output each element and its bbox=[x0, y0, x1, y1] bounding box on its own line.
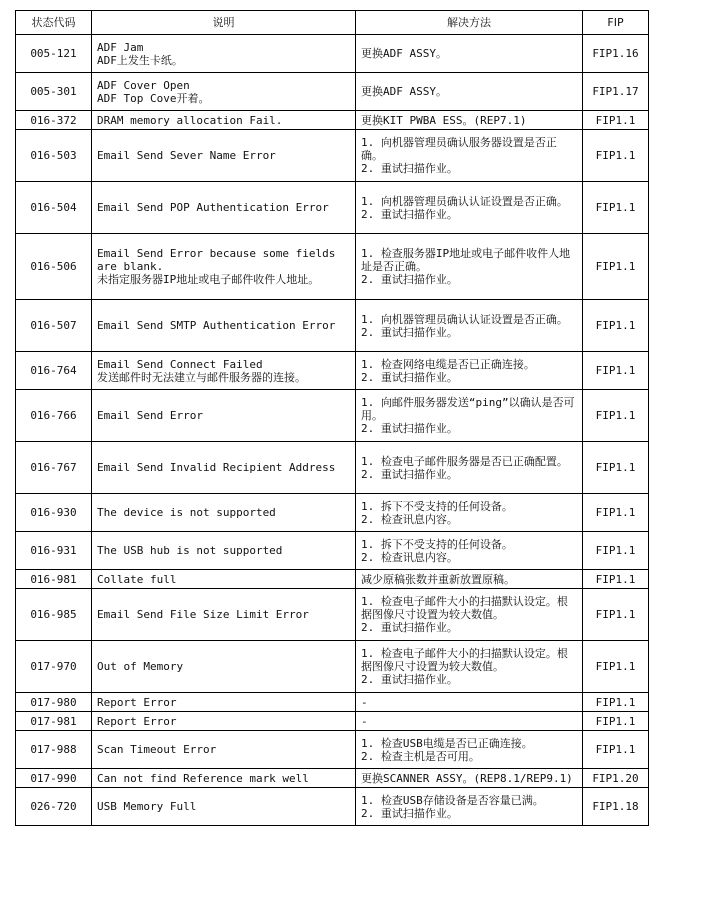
solution-line: 更换ADF ASSY。 bbox=[361, 85, 447, 98]
description-line: ADF Cover Open bbox=[97, 78, 190, 92]
status-code-cell: 017-980 bbox=[16, 693, 92, 712]
fip-cell: FIP1.1 bbox=[583, 390, 649, 442]
solution-cell bbox=[356, 532, 583, 570]
description-line: Email Send Connect Failed bbox=[97, 357, 263, 371]
solution-line: 1. 检查网络电缆是否已正确连接。 bbox=[361, 357, 535, 371]
solution-cell bbox=[356, 712, 583, 731]
table-row bbox=[16, 731, 649, 769]
solution-line: 2. 重试扫描作业。 bbox=[361, 273, 458, 286]
description-line: Scan Timeout Error bbox=[97, 743, 217, 756]
status-code-cell: 016-766 bbox=[16, 390, 92, 442]
description-cell bbox=[92, 532, 356, 570]
table-row bbox=[16, 300, 649, 352]
header-row bbox=[16, 11, 649, 35]
status-code-cell: 016-985 bbox=[16, 589, 92, 641]
fip-cell: FIP1.1 bbox=[583, 641, 649, 693]
solution-line: 减少原稿张数并重新放置原稿。 bbox=[361, 572, 515, 586]
fip-cell: FIP1.1 bbox=[583, 234, 649, 300]
solution-line: 1. 拆下不受支持的任何设备。 bbox=[361, 537, 513, 551]
fip-cell: FIP1.16 bbox=[583, 35, 649, 73]
solution-line: 2. 重试扫描作业。 bbox=[361, 325, 458, 339]
status-code-cell: 016-764 bbox=[16, 352, 92, 390]
solution-line: 2. 检查主机是否可用。 bbox=[361, 749, 480, 763]
solution-cell bbox=[356, 494, 583, 532]
solution-cell bbox=[356, 769, 583, 788]
table-row bbox=[16, 494, 649, 532]
description-cell bbox=[92, 712, 356, 731]
status-code-cell: 017-970 bbox=[16, 641, 92, 693]
fip-cell: FIP1.1 bbox=[583, 532, 649, 570]
description-line: The USB hub is not supported bbox=[97, 544, 283, 557]
description-cell bbox=[92, 442, 356, 494]
description-line: USB Memory Full bbox=[97, 800, 197, 813]
description-cell bbox=[92, 769, 356, 788]
status-code-cell: 026-720 bbox=[16, 788, 92, 826]
description-line: Email Send File Size Limit Error bbox=[97, 608, 309, 621]
status-code-cell: 016-931 bbox=[16, 532, 92, 570]
status-code-cell: 016-503 bbox=[16, 130, 92, 182]
description-cell bbox=[92, 130, 356, 182]
error-code-table bbox=[15, 10, 649, 826]
fip-cell: FIP1.1 bbox=[583, 111, 649, 130]
header-description: 说明 bbox=[92, 11, 356, 35]
fip-cell: FIP1.1 bbox=[583, 182, 649, 234]
description-line: ADF上发生卡纸。 bbox=[97, 53, 183, 67]
status-code-cell: 016-372 bbox=[16, 111, 92, 130]
solution-cell bbox=[356, 693, 583, 712]
fip-cell: FIP1.17 bbox=[583, 73, 649, 111]
solution-cell bbox=[356, 641, 583, 693]
solution-line: 更换SCANNER ASSY。(REP8.1/REP9.1) bbox=[361, 771, 573, 785]
description-line: Can not find Reference mark well bbox=[97, 771, 309, 785]
table-row bbox=[16, 788, 649, 826]
description-line: Report Error bbox=[97, 714, 177, 728]
solution-line: 1. 检查服务器IP地址或电子邮件收件人地址是否正确。 bbox=[361, 247, 571, 273]
fip-cell: FIP1.1 bbox=[583, 589, 649, 641]
status-code-cell: 016-981 bbox=[16, 570, 92, 589]
fip-cell: FIP1.1 bbox=[583, 731, 649, 769]
description-cell bbox=[92, 234, 356, 300]
fip-cell: FIP1.1 bbox=[583, 712, 649, 731]
header-fip: FIP bbox=[583, 11, 649, 35]
status-code-cell: 016-930 bbox=[16, 494, 92, 532]
fip-cell: FIP1.1 bbox=[583, 693, 649, 712]
solution-line: 2. 重试扫描作业。 bbox=[361, 207, 458, 221]
table-row bbox=[16, 352, 649, 390]
solution-cell bbox=[356, 182, 583, 234]
solution-line: 1. 检查电子邮件服务器是否已正确配置。 bbox=[361, 454, 568, 468]
solution-line: 1. 检查USB电缆是否已正确连接。 bbox=[361, 736, 533, 750]
solution-line: 2. 重试扫描作业。 bbox=[361, 162, 458, 175]
fip-cell: FIP1.1 bbox=[583, 300, 649, 352]
status-code-cell: 017-988 bbox=[16, 731, 92, 769]
description-line: Email Send Error because some fields are blank. bbox=[97, 247, 343, 273]
solution-line: 1. 向机器管理员确认认证设置是否正确。 bbox=[361, 312, 568, 326]
status-code-cell: 017-990 bbox=[16, 769, 92, 788]
description-cell bbox=[92, 111, 356, 130]
table-body bbox=[16, 35, 649, 826]
fip-cell: FIP1.1 bbox=[583, 442, 649, 494]
description-cell bbox=[92, 352, 356, 390]
solution-cell bbox=[356, 589, 583, 641]
status-code-cell: 016-507 bbox=[16, 300, 92, 352]
solution-line: 2. 检查讯息内容。 bbox=[361, 512, 458, 526]
description-line: ADF Top Cove开着。 bbox=[97, 91, 210, 105]
fip-cell: FIP1.18 bbox=[583, 788, 649, 826]
solution-cell bbox=[356, 390, 583, 442]
description-line: Email Send Sever Name Error bbox=[97, 149, 276, 162]
solution-line: 2. 重试扫描作业。 bbox=[361, 422, 458, 435]
solution-line: 2. 重试扫描作业。 bbox=[361, 806, 458, 820]
description-line: Email Send POP Authentication Error bbox=[97, 201, 329, 214]
description-cell bbox=[92, 641, 356, 693]
table-row bbox=[16, 73, 649, 111]
description-cell bbox=[92, 731, 356, 769]
table-row bbox=[16, 234, 649, 300]
fip-cell: FIP1.1 bbox=[583, 494, 649, 532]
table-row bbox=[16, 769, 649, 788]
description-line: The device is not supported bbox=[97, 506, 276, 519]
status-code-cell: 016-506 bbox=[16, 234, 92, 300]
table-header bbox=[16, 11, 649, 35]
solution-cell bbox=[356, 352, 583, 390]
solution-line: 2. 重试扫描作业。 bbox=[361, 370, 458, 384]
solution-line: 1. 检查电子邮件大小的扫描默认设定。根据图像尺寸设置为较大数值。 bbox=[361, 595, 568, 621]
solution-cell bbox=[356, 788, 583, 826]
solution-line: 2. 重试扫描作业。 bbox=[361, 467, 458, 481]
solution-cell bbox=[356, 73, 583, 111]
description-line: Email Send SMTP Authentication Error bbox=[97, 319, 336, 332]
solution-cell bbox=[356, 442, 583, 494]
description-line: Report Error bbox=[97, 695, 177, 709]
solution-line: 1. 向邮件服务器发送“ping”以确认是否可用。 bbox=[361, 396, 575, 422]
description-line: Collate full bbox=[97, 572, 177, 586]
solution-line: 1. 检查USB存储设备是否容量已满。 bbox=[361, 793, 544, 807]
description-cell bbox=[92, 300, 356, 352]
table-row bbox=[16, 35, 649, 73]
solution-line: 更换KIT PWBA ESS。(REP7.1) bbox=[361, 113, 527, 127]
solution-cell bbox=[356, 111, 583, 130]
solution-line: 1. 拆下不受支持的任何设备。 bbox=[361, 499, 513, 513]
solution-line: 1. 检查电子邮件大小的扫描默认设定。根据图像尺寸设置为较大数值。 bbox=[361, 647, 568, 673]
status-code-cell: 017-981 bbox=[16, 712, 92, 731]
description-cell bbox=[92, 570, 356, 589]
fip-cell: FIP1.1 bbox=[583, 570, 649, 589]
description-cell bbox=[92, 182, 356, 234]
table-row bbox=[16, 641, 649, 693]
solution-cell bbox=[356, 570, 583, 589]
description-cell bbox=[92, 390, 356, 442]
solution-line: 1. 向机器管理员确认认证设置是否正确。 bbox=[361, 194, 568, 208]
header-status-code: 状态代码 bbox=[16, 11, 92, 35]
solution-line: 更换ADF ASSY。 bbox=[361, 47, 447, 60]
table-row bbox=[16, 390, 649, 442]
table-row bbox=[16, 532, 649, 570]
solution-cell bbox=[356, 234, 583, 300]
description-line: Email Send Invalid Recipient Address bbox=[97, 461, 336, 474]
solution-cell bbox=[356, 35, 583, 73]
solution-line: 2. 重试扫描作业。 bbox=[361, 673, 458, 686]
fip-cell: FIP1.1 bbox=[583, 130, 649, 182]
table-row bbox=[16, 570, 649, 589]
description-cell bbox=[92, 73, 356, 111]
description-cell bbox=[92, 589, 356, 641]
description-cell bbox=[92, 35, 356, 73]
table-row bbox=[16, 693, 649, 712]
status-code-cell: 005-301 bbox=[16, 73, 92, 111]
solution-cell bbox=[356, 130, 583, 182]
solution-cell bbox=[356, 731, 583, 769]
fip-cell: FIP1.20 bbox=[583, 769, 649, 788]
solution-line: 2. 检查讯息内容。 bbox=[361, 550, 458, 564]
description-line: DRAM memory allocation Fail. bbox=[97, 113, 283, 127]
description-line: Email Send Error bbox=[97, 409, 203, 422]
solution-line: 2. 重试扫描作业。 bbox=[361, 621, 458, 634]
description-line: 未指定服务器IP地址或电子邮件收件人地址。 bbox=[97, 273, 320, 286]
table-row bbox=[16, 130, 649, 182]
status-code-cell: 016-767 bbox=[16, 442, 92, 494]
description-cell bbox=[92, 693, 356, 712]
table-row bbox=[16, 442, 649, 494]
solution-cell bbox=[356, 300, 583, 352]
description-line: Out of Memory bbox=[97, 660, 184, 673]
table-row bbox=[16, 589, 649, 641]
description-line: 发送邮件时无法建立与邮件服务器的连接。 bbox=[97, 370, 306, 384]
description-cell bbox=[92, 788, 356, 826]
status-code-cell: 005-121 bbox=[16, 35, 92, 73]
table-row bbox=[16, 182, 649, 234]
solution-line: - bbox=[361, 714, 368, 728]
description-line: ADF Jam bbox=[97, 40, 144, 54]
fip-cell: FIP1.1 bbox=[583, 352, 649, 390]
solution-line: - bbox=[361, 695, 368, 709]
table-row bbox=[16, 712, 649, 731]
header-solution: 解决方法 bbox=[356, 11, 583, 35]
solution-line: 1. 向机器管理员确认服务器设置是否正确。 bbox=[361, 136, 557, 162]
status-code-cell: 016-504 bbox=[16, 182, 92, 234]
table-row bbox=[16, 111, 649, 130]
description-cell bbox=[92, 494, 356, 532]
